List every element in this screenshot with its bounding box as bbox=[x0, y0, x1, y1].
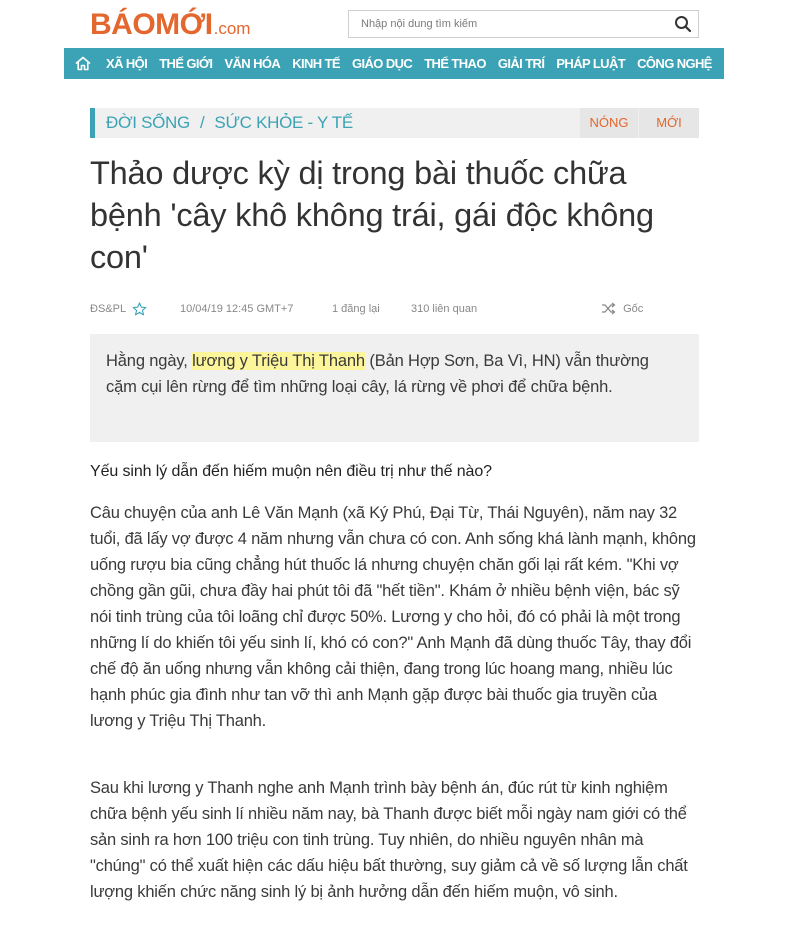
summary-text-before: Hằng ngày, bbox=[106, 352, 193, 370]
breadcrumb-separator: / bbox=[199, 113, 205, 132]
search-icon bbox=[674, 15, 692, 33]
nav-item-giai-tri[interactable]: GIẢI TRÍ bbox=[497, 56, 545, 71]
meta-related[interactable]: 310 liên quan bbox=[411, 303, 478, 315]
nav-item-the-gioi[interactable]: THẾ GIỚI bbox=[159, 56, 213, 71]
nav-item-cong-nghe[interactable]: CÔNG NGHỆ bbox=[637, 56, 712, 71]
meta-source[interactable]: ĐS&PL bbox=[90, 303, 127, 315]
nav-home[interactable] bbox=[66, 48, 100, 79]
meta-original-link[interactable] bbox=[601, 302, 643, 315]
meta-datetime: 10/04/19 12:45 GMT+7 bbox=[180, 303, 294, 315]
nav-item-giao-duc[interactable]: GIÁO DỤC bbox=[352, 56, 413, 71]
search-button[interactable] bbox=[668, 11, 698, 37]
nav-item-phap-luat[interactable]: PHÁP LUẬT bbox=[556, 56, 626, 71]
tab-hot[interactable]: NÓNG bbox=[580, 108, 638, 138]
breadcrumb-accent bbox=[90, 108, 95, 138]
article-title: Thảo dược kỳ dị trong bài thuốc chữa bệnh 'cây khô không trái, gái độc không con' bbox=[90, 155, 654, 275]
logo-domain: .com bbox=[213, 19, 251, 38]
search-box bbox=[348, 10, 699, 38]
nav-item-kinh-te[interactable]: KINH TẾ bbox=[292, 56, 340, 71]
shuffle-icon bbox=[601, 302, 616, 315]
search-input[interactable] bbox=[349, 11, 668, 37]
summary-highlight: lương y Triệu Thị Thanh bbox=[192, 352, 365, 370]
site-logo[interactable] bbox=[90, 8, 250, 42]
article-meta bbox=[90, 301, 700, 319]
tab-new[interactable]: MỚI bbox=[639, 108, 699, 138]
article-subheading: Yếu sinh lý dẫn đến hiếm muộn nên điều trị như thế nào? bbox=[90, 463, 492, 480]
home-icon bbox=[75, 56, 91, 71]
article-paragraph: Sau khi lương y Thanh nghe anh Mạnh trình bày bệnh án, đúc rút từ kinh nghiệm chữa bệnh yếu sinh lí nhiều năm nay, bà Thanh được biết mỗi ngày nam giới có thể sản sinh ra hơn 100 triệu con tinh trùng. Tuy nhiên, do nhiều nguyên nhân mà "chúng" có thể xuất hiện các dấu hiệu bất thường, suy giảm cả về số lượng lẫn chất lượng khiến chức năng sinh lý bị ảnh hưởng dẫn đến hiếm muộn, vô sinh. bbox=[90, 779, 688, 901]
star-icon[interactable] bbox=[132, 302, 147, 316]
meta-reposts[interactable]: 1 đăng lại bbox=[332, 303, 380, 315]
breadcrumb-section[interactable]: ĐỜI SỐNG bbox=[106, 113, 190, 132]
breadcrumb bbox=[106, 108, 353, 138]
site-header bbox=[0, 0, 788, 48]
nav-item-van-hoa[interactable]: VĂN HÓA bbox=[224, 56, 281, 71]
main-nav bbox=[64, 48, 724, 79]
logo-text: BÁOMỚI bbox=[90, 8, 213, 41]
breadcrumb-bar bbox=[90, 108, 699, 138]
nav-item-xa-hoi[interactable]: XÃ HỘI bbox=[106, 56, 148, 71]
article-summary bbox=[90, 334, 699, 442]
article-paragraph: Câu chuyện của anh Lê Văn Mạnh (xã Ký Phú, Đại Từ, Thái Nguyên), năm nay 32 tuổi, đã lấy vợ được 4 năm nhưng vẫn chưa có con. Anh sống khá lành mạnh, không uống rượu bia cũng chẳng hút thuốc lá nhưng chuyện chăn gối lại rất kém. "Khi vợ chồng gần gũi, chưa đầy hai phút tôi đã "hết tiền". Khám ở nhiều bệnh viện, bác sỹ nói tinh trùng của tôi loãng chỉ được 50%. Lương y cho hỏi, đó có phải là một trong những lí do khiến tôi yếu sinh lí, khó có con?" Anh Mạnh đã dùng thuốc Tây, thay đổi chế độ ăn uống nhưng vẫn không cải thiện, đang trong lúc hoang mang, nhiều lúc hạnh phúc gia đình như tan vỡ thì anh Mạnh gặp được bài thuốc gia truyền của lương y Triệu Thị Thanh. bbox=[90, 504, 696, 730]
sort-tabs bbox=[580, 108, 699, 138]
summary-text-after: (Bản Hợp Sơn, Ba Vì, HN) vẫn thường cặm cụi lên rừng để tìm những loại cây, lá rừng về phơi để chữa bệnh. bbox=[106, 352, 649, 396]
breadcrumb-subsection[interactable]: SỨC KHỎE - Y TẾ bbox=[214, 113, 353, 132]
meta-original: Gốc bbox=[623, 302, 644, 315]
nav-item-the-thao[interactable]: THỂ THAO bbox=[424, 56, 486, 71]
